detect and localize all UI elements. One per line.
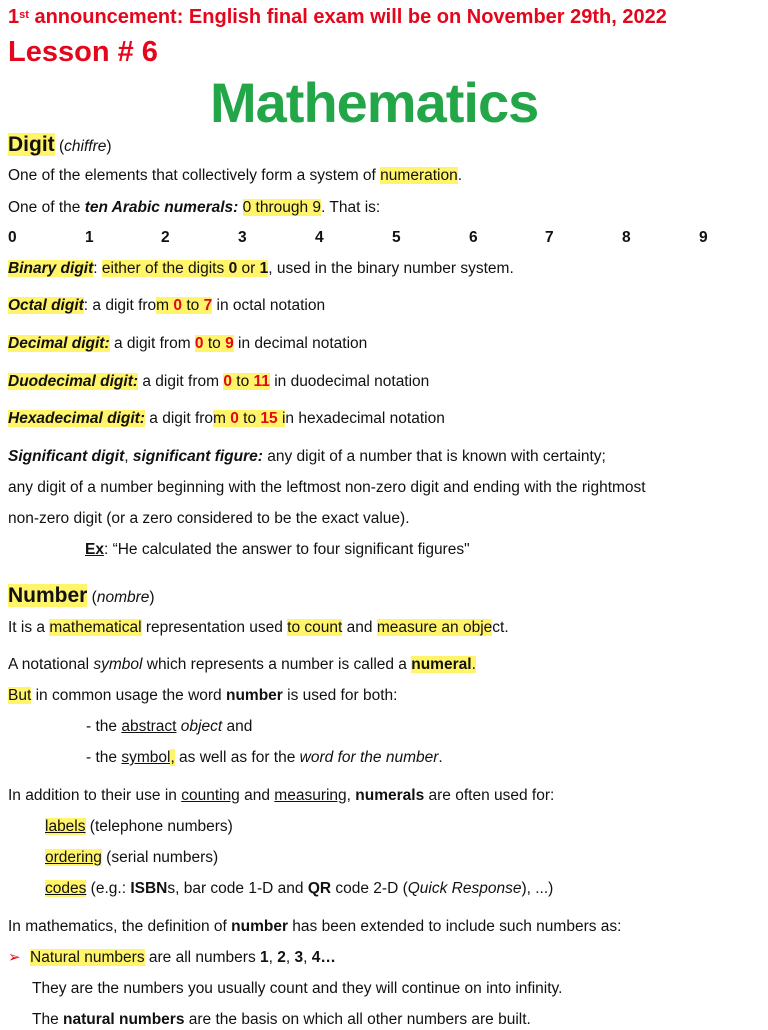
usage-ordering: ordering (serial numbers): [45, 849, 219, 866]
example-line: Ex: “He calculated the answer to four significant figures": [85, 541, 470, 558]
usage-labels: labels (telephone numbers): [45, 818, 233, 835]
natural-numbers-line-2: They are the numbers you usually count and they will continue on into infinity.: [32, 980, 563, 997]
digit-1: 1: [85, 229, 94, 246]
digit-definition-1: One of the elements that collectively form a system of numeration.: [8, 167, 463, 184]
duodecimal-digit-line: Duodecimal digit: a digit from 0 to 11 in duodecimal notation: [8, 373, 430, 390]
page-title: Mathematics: [210, 71, 539, 134]
binary-digit-line: Binary digit: either of the digits 0 or 1, used in the binary number system.: [8, 260, 514, 277]
digit-2: 2: [161, 229, 170, 246]
number-definition-1: It is a mathematical representation used to count and measure an object.: [8, 619, 509, 636]
digit-7: 7: [545, 229, 554, 246]
arrow-bullet-icon: ➢: [8, 949, 21, 966]
natural-numbers-line: ➢ Natural numbers are all numbers 1, 2, 3, 4…: [8, 949, 336, 966]
decimal-digit-line: Decimal digit: a digit from 0 to 9 in decimal notation: [8, 335, 368, 352]
digit-6: 6: [469, 229, 478, 246]
hexadecimal-digit-line: Hexadecimal digit: a digit from 0 to 15 in hexadecimal notation: [8, 410, 445, 427]
number-definition-3: But in common usage the word number is used for both:: [8, 687, 398, 704]
extended-definition-line: In mathematics, the definition of number has been extended to include such numbers as:: [8, 918, 622, 935]
significant-digit-line-2: any digit of a number beginning with the leftmost non-zero digit and ending with the rightmost: [8, 479, 646, 496]
bullet-symbol: - the symbol, as well as for the word for the number.: [86, 749, 443, 766]
octal-digit-line: Octal digit: a digit from 0 to 7 in octal notation: [8, 297, 326, 314]
digit-4: 4: [315, 229, 324, 246]
digits-row: [8, 227, 720, 249]
digit-3: 3: [238, 229, 247, 246]
numerals-usage-line: In addition to their use in counting and measuring, numerals are often used for:: [8, 787, 555, 804]
lesson-title: Lesson # 6: [8, 36, 158, 68]
number-heading: Number (nombre): [8, 584, 155, 607]
number-definition-2: A notational symbol which represents a number is called a numeral.: [8, 656, 476, 673]
bullet-abstract-object: - the abstract object and: [86, 718, 253, 735]
usage-codes: codes (e.g.: ISBNs, bar code 1-D and QR code 2-D (Quick Response), ...): [45, 880, 554, 897]
natural-numbers-line-3: The natural numbers are the basis on which all other numbers are built.: [32, 1011, 531, 1028]
digit-8: 8: [622, 229, 631, 246]
announcement: 1st announcement: English final exam will be on November 29th, 2022: [8, 6, 667, 28]
digit-9: 9: [699, 229, 708, 246]
digit-5: 5: [392, 229, 401, 246]
digit-definition-2: One of the ten Arabic numerals: 0 through 9. That is:: [8, 199, 381, 216]
significant-digit-line-3: non-zero digit (or a zero considered to be the exact value).: [8, 510, 410, 527]
digit-0: 0: [8, 229, 17, 246]
significant-digit-line: Significant digit, significant figure: any digit of a number that is known with certainty;: [8, 448, 606, 465]
digit-heading: Digit (chiffre): [8, 133, 112, 156]
